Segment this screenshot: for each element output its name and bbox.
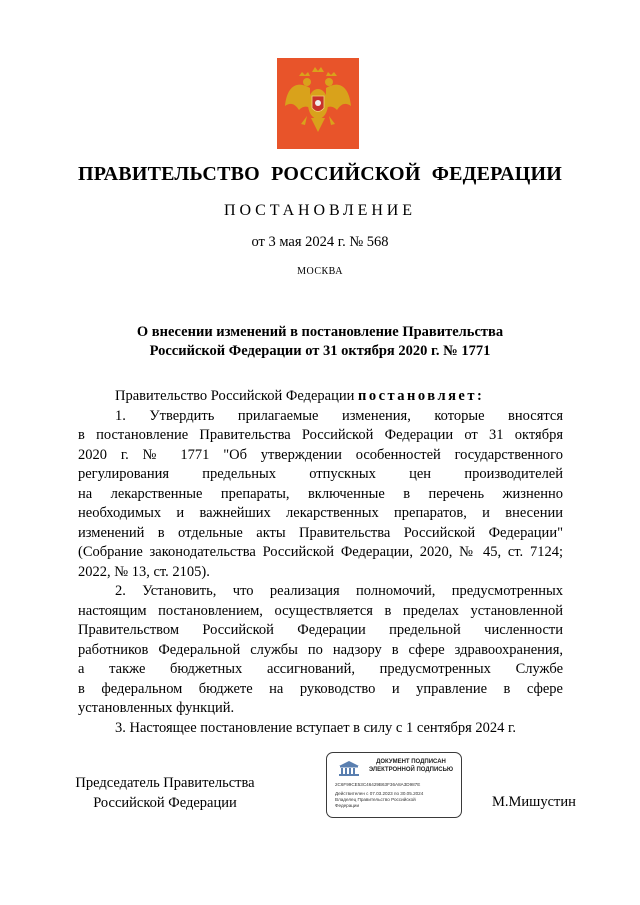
paragraph-line: а также бюджетных ассигнований, предусмотренных Службе [78,661,563,677]
paragraph-3: 3. Настоящее постановление вступает в силу с 1 сентября 2024 г. [115,720,516,736]
signatory-name: М.Мишустин [492,794,576,810]
stamp-owner: Владелец Правительство Российской [335,797,416,802]
intro-prefix: Правительство Российской Федерации [115,388,355,404]
stamp-validity: Действителен с 07.03.2023 по 30.05.2024 [335,791,424,796]
paragraph-line: 2. Установить, что реализация полномочий, предусмотренных [115,583,563,599]
city: МОСКВА [297,266,343,277]
paragraph-line: необходимых и важнейших лекарственных препаратов, и внесении [78,505,563,521]
position-line: Председатель Правительства [75,775,255,791]
paragraph-line: (Собрание законодательства Российской Федерации, 2020, № 45, ст. 7124; [78,544,563,560]
stamp-header [363,758,459,774]
stamp-header-line: ЭЛЕКТРОННОЙ ПОДПИСЬЮ [368,767,454,773]
date-and-number: от 3 мая 2024 г. № 568 [251,234,389,250]
document-type: ПОСТАНОВЛЕНИЕ [224,202,416,219]
position-line: Российской Федерации [93,794,237,811]
document-title [0,323,640,361]
stamp-header-line: ДОКУМЕНТ ПОДПИСАН [376,759,446,765]
intro-line [115,387,563,407]
paragraph-line: регулирования предельных отпускных цен производителей [78,466,563,482]
paragraph-line: на лекарственные препараты, включенные в перечень жизненно [78,486,563,502]
state-emblem [277,58,359,149]
paragraph-line: Правительством Российской Федерации предельной численности [78,622,563,638]
signatory-position [60,774,270,813]
government-name: ПРАВИТЕЛЬСТВО РОССИЙСКОЙ ФЕДЕРАЦИИ [78,163,562,185]
paragraph-line: изменений в отдельные акты Правительства Российской Федерации" [78,525,563,541]
building-icon [338,760,360,777]
paragraph-line: в федеральном бюджете на руководство и управление в сфере [78,681,563,697]
title-line: Российской Федерации от 31 октября 2020 г. № 1771 [149,343,491,359]
paragraph-line: 1. Утвердить прилагаемые изменения, которые вносятся [115,408,563,424]
title-line: О внесении изменений в постановление Правительства [136,324,504,340]
paragraph-line: установленных функций. [78,700,235,716]
stamp-owner: Федерации [335,803,360,808]
paragraph-line: 2020 г. № 1771 "Об утверждении особенностей государственного [78,447,563,463]
paragraph-line: работников Федеральной службы по надзору в сфере здравоохранения, [78,642,563,658]
paragraph-line: 2022, № 13, ст. 2105). [78,564,210,580]
electronic-signature-stamp [326,752,462,818]
intro-action: постановляет: [357,388,485,404]
stamp-certificate: 2C6F99CE53C46429B63F36A8A3D987E [335,782,421,787]
paragraph-line: настоящим постановлением, осуществляется в пределах установленной [78,603,563,619]
paragraph-line: в постановление Правительства Российской Федерации от 31 октября [78,427,563,443]
